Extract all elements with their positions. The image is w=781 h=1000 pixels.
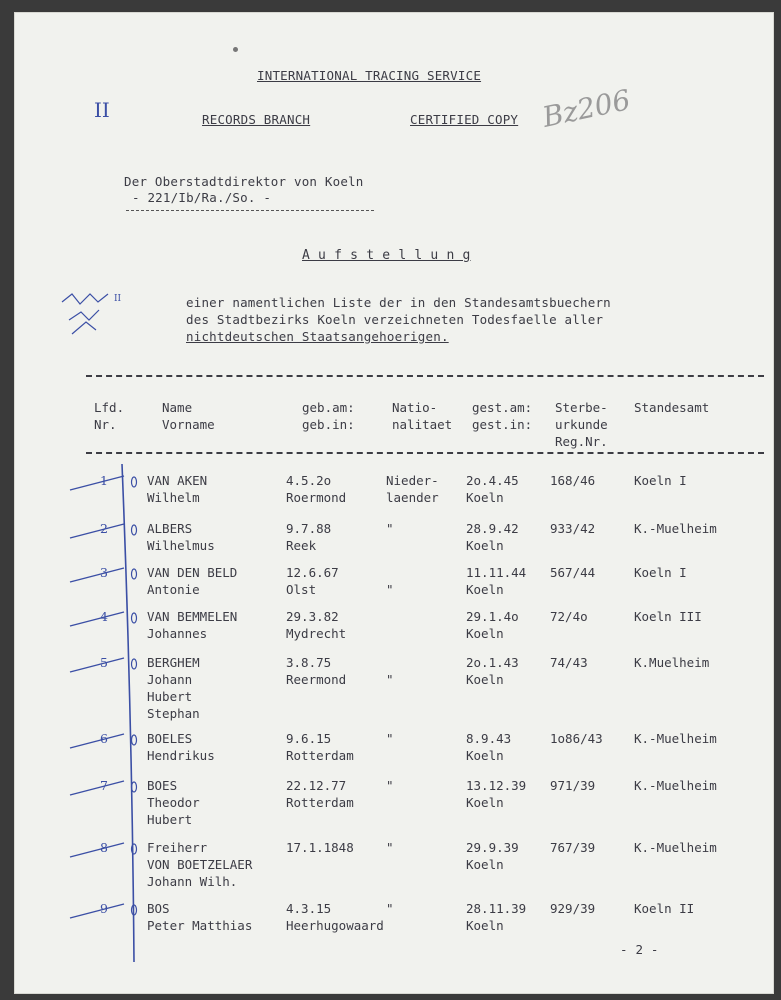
row-death: 29.9.39 Koeln — [466, 840, 519, 872]
row-nr: 5 — [100, 655, 108, 670]
row-nr: 9 — [100, 901, 108, 916]
row-death: 29.1.4o Koeln — [466, 609, 519, 641]
row-birth: 9.6.15 Rotterdam — [286, 731, 354, 763]
row-office: Koeln I — [634, 473, 687, 488]
row-office: K.-Muelheim — [634, 731, 717, 746]
row-nr: 4 — [100, 609, 108, 624]
row-nationality: Nieder- laender — [386, 473, 439, 505]
row-name: BOES Theodor Hubert — [147, 778, 200, 827]
row-registry-nr: 74/43 — [550, 655, 588, 670]
row-office: K.-Muelheim — [634, 521, 717, 536]
row-nationality: " — [386, 582, 394, 597]
pencil-annotation: Bz206 — [539, 83, 634, 134]
intro-line-2: des Stadtbezirks Koeln verzeichneten Todesfaelle aller — [186, 312, 604, 327]
pen-strike-mark — [70, 658, 124, 672]
row-death: 11.11.44 Koeln — [466, 565, 527, 597]
intro-line-1: einer namentlichen Liste der in den Standesamtsbuechern — [186, 295, 611, 310]
roman-numeral-mark: II — [94, 98, 110, 122]
intro-line-3: nichtdeutschen Staatsangehoerigen. — [186, 329, 449, 344]
certified-copy-label: CERTIFIED COPY — [410, 112, 519, 127]
pen-strike-mark — [70, 524, 124, 538]
row-nr: 6 — [100, 731, 108, 746]
pen-check-mark — [132, 569, 137, 579]
pen-check-mark — [132, 735, 137, 745]
col-header-nationality: Natio- nalitaet — [392, 400, 453, 432]
row-name: BOELES Hendrikus — [147, 731, 215, 763]
row-nationality: " — [386, 778, 394, 793]
row-birth: 4.3.15 Heerhugowaard — [286, 901, 384, 933]
row-name: VAN BEMMELEN Johannes — [147, 609, 238, 641]
pen-check-mark — [132, 477, 137, 487]
col-header-death: gest.am: gest.in: — [472, 400, 533, 432]
row-birth: 29.3.82 Mydrecht — [286, 609, 347, 641]
pen-strike-mark — [70, 568, 124, 582]
records-branch-label: RECORDS BRANCH — [202, 112, 311, 127]
pen-check-mark — [132, 525, 137, 535]
row-nationality: " — [386, 521, 394, 536]
row-registry-nr: 929/39 — [550, 901, 596, 916]
row-registry-nr: 72/4o — [550, 609, 588, 624]
pen-strike-mark — [70, 781, 124, 795]
row-office: K.-Muelheim — [634, 840, 717, 855]
row-nationality: " — [386, 840, 394, 855]
row-office: Koeln III — [634, 609, 702, 624]
row-office: K.-Muelheim — [634, 778, 717, 793]
row-registry-nr: 567/44 — [550, 565, 596, 580]
col-header-birth: geb.am: geb.in: — [302, 400, 355, 432]
row-registry-nr: 1o86/43 — [550, 731, 603, 746]
row-nr: 1 — [100, 473, 108, 488]
row-nr: 2 — [100, 521, 108, 536]
pen-note-numeral: II — [114, 294, 122, 304]
row-office: Koeln I — [634, 565, 687, 580]
row-birth: 9.7.88 Reek — [286, 521, 332, 553]
row-name: ALBERS Wilhelmus — [147, 521, 215, 553]
pen-strike-mark — [70, 476, 124, 490]
row-office: K.Muelheim — [634, 655, 710, 670]
row-death: 28.9.42 Koeln — [466, 521, 519, 553]
row-registry-nr: 933/42 — [550, 521, 596, 536]
row-name: BOS Peter Matthias — [147, 901, 253, 933]
pen-strike-mark — [70, 843, 124, 857]
row-registry-nr: 168/46 — [550, 473, 596, 488]
pen-strike-mark — [70, 904, 124, 918]
col-header-nr: Lfd. Nr. — [94, 400, 125, 432]
sender-line-1: Der Oberstadtdirektor von Koeln — [124, 174, 364, 189]
pen-strike-mark — [70, 734, 124, 748]
pen-vertical-line — [122, 464, 134, 962]
row-death: 28.11.39 Koeln — [466, 901, 527, 933]
row-birth: 12.6.67 Olst — [286, 565, 339, 597]
row-death: 8.9.43 Koeln — [466, 731, 512, 763]
org-heading: INTERNATIONAL TRACING SERVICE — [257, 68, 482, 83]
row-nr: 8 — [100, 840, 108, 855]
row-nationality: " — [386, 672, 394, 687]
row-nr: 3 — [100, 565, 108, 580]
row-registry-nr: 971/39 — [550, 778, 596, 793]
row-name: Freiherr VON BOETZELAER Johann Wilh. — [147, 840, 253, 889]
row-nationality: " — [386, 731, 394, 746]
row-death: 2o.4.45 Koeln — [466, 473, 519, 505]
row-nationality: " — [386, 901, 394, 916]
document-page — [14, 12, 774, 994]
row-name: BERGHEM Johann Hubert Stephan — [147, 655, 200, 721]
row-nr: 7 — [100, 778, 108, 793]
sender-line-2: - 221/Ib/Ra./So. - — [132, 190, 272, 205]
col-header-registry: Sterbe- urkunde Reg.Nr. — [555, 400, 608, 449]
row-birth: 3.8.75 Reermond — [286, 655, 347, 687]
row-death: 2o.1.43 Koeln — [466, 655, 519, 687]
pen-check-mark — [132, 613, 137, 623]
row-registry-nr: 767/39 — [550, 840, 596, 855]
row-birth: 22.12.77 Rotterdam — [286, 778, 354, 810]
col-header-office: Standesamt — [634, 400, 710, 415]
col-header-name: Name Vorname — [162, 400, 215, 432]
row-office: Koeln II — [634, 901, 695, 916]
pen-markings — [14, 12, 774, 994]
row-birth: 4.5.2o Roermond — [286, 473, 347, 505]
row-name: VAN AKEN Wilhelm — [147, 473, 208, 505]
page-number: - 2 - — [620, 942, 659, 957]
row-name: VAN DEN BELD Antonie — [147, 565, 238, 597]
document-title: A u f s t e l l u n g — [302, 248, 471, 263]
row-death: 13.12.39 Koeln — [466, 778, 527, 810]
pen-check-mark — [132, 659, 137, 669]
pen-scribble — [62, 294, 108, 334]
row-birth: 17.1.1848 — [286, 840, 354, 855]
pen-strike-mark — [70, 612, 124, 626]
